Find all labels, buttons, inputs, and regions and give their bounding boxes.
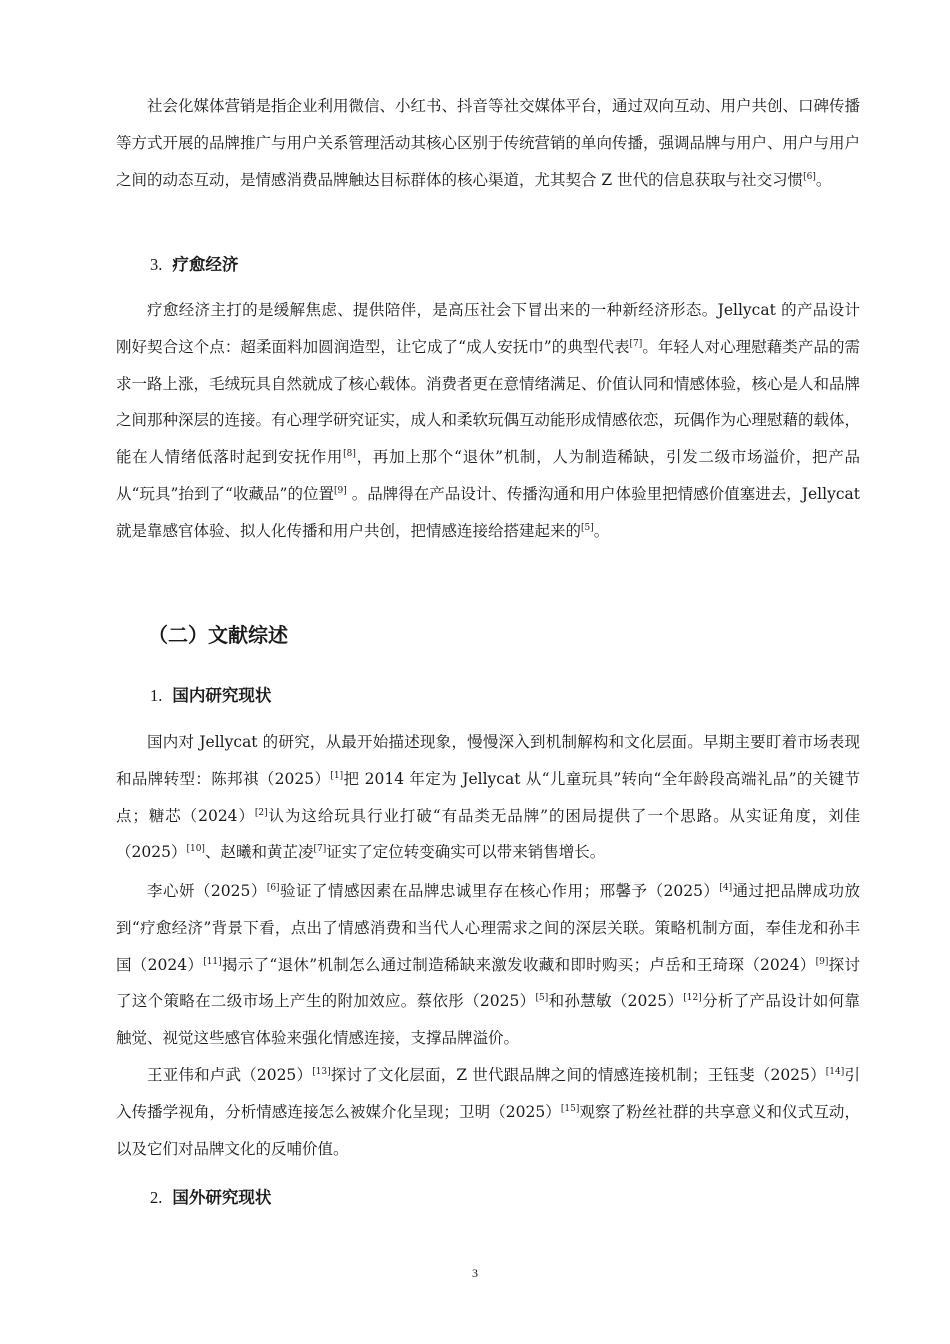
paragraph-domestic-3	[116, 1057, 860, 1167]
citation-ref: [5]	[581, 522, 594, 533]
citation-ref: [1]	[330, 770, 344, 781]
citation-ref: [5]	[535, 993, 549, 1004]
citation-ref: [6]	[803, 171, 816, 182]
text-run: 引入传播学视角，分析情感连接怎么被媒介化呈现；卫明（2025）	[116, 1066, 860, 1121]
page-number: 3	[472, 1266, 478, 1280]
text-run: 、赵曦和黄芷凌	[204, 843, 314, 862]
paragraph-healing-economy	[116, 292, 860, 550]
citation-ref: [4]	[719, 883, 733, 893]
text-run: ，再加上那个“退休”机制，人为制造稀缺，引发二级市场溢价，把产品从“玩具”抬到了“收藏品”的位置	[116, 448, 860, 503]
text-run: 观察了粉丝社群的共享意义和仪式互动，以及它们对品牌文化的反哺价值。	[116, 1102, 860, 1158]
text-run: 认为这给玩具行业打破“有品类无品牌”的困局提供了一个思路。从实证角度，刘佳（2025）	[116, 806, 860, 862]
citation-ref: [12]	[683, 993, 702, 1004]
paragraph-social-media	[116, 88, 860, 198]
citation-ref: [8]	[343, 449, 356, 460]
citation-ref: [14]	[825, 1067, 845, 1077]
citation-ref: [6]	[266, 883, 280, 893]
citation-ref: [7]	[629, 338, 643, 349]
text-run: 把 2014 年定为 Jellycat 从“儿童玩具”转向“全年龄段高端礼品”的关键节点；糖芯（2024）	[116, 769, 860, 825]
paragraph-domestic-1	[116, 724, 860, 871]
text-run: 。年轻人对心理慰藉类产品的需求一路上涨，毛绒玩具自然就成了核心载体。消费者更在意情绪满足、价值认同和情感体验，核心是人和品牌之间那种深层的连接。有心理学研究证实，成人和柔软玩偶互动能形成情感依恋，玩偶作为心理慰藉的载体，能在人情绪低落时起到安抚作用	[116, 337, 861, 467]
heading-domestic-research	[150, 685, 271, 707]
text-run: 。	[815, 170, 832, 189]
citation-ref: [9]	[334, 485, 347, 496]
text-run: 。	[593, 521, 610, 540]
citation-ref: [7]	[313, 844, 327, 855]
text-run: 社会化媒体营销是指企业利用微信、小红书、抖音等社交媒体平台，通过双向互动、用户共创、口碑传播等方式开展的品牌推广与用户关系管理活动其核心区别于传统营销的单向传播，强调品牌与用户、用户与用户之间的动态互动，是情感消费品牌触达目标群体的核心渠道，尤其契合 Z 世代的信息获取与社交习惯	[116, 97, 861, 189]
citation-ref: [10]	[186, 844, 205, 855]
heading-foreign-research	[150, 1187, 271, 1209]
text-run: 和孙慧敏（2025）	[548, 992, 684, 1011]
citation-ref: [13]	[312, 1067, 331, 1077]
heading-literature-review	[148, 622, 288, 648]
text-run: 通过把品牌成功放到“疗愈经济”背景下看，点出了情感消费和当代人心理需求之间的深层关联。策略机制方面，奉佳龙和孙丰国（2024）	[116, 882, 860, 974]
text-run: 李心妍（2025）	[147, 882, 267, 900]
text-run: 验证了情感因素在品牌忠诚里存在核心作用；邢馨予（2025）	[279, 882, 720, 900]
text-run: 揭示了“退休”机制怎么通过制造稀缺来激发收藏和即时购买；卢岳和王琦琛（2024）	[221, 955, 816, 974]
text-run: 国内对 Jellycat 的研究，从最开始描述现象，慢慢深入到机制解构和文化层面。早期主要盯着市场表现和品牌转型：陈邦祺（2025）	[116, 733, 860, 788]
paragraph-domestic-2	[116, 873, 860, 1057]
heading-text: 疗愈经济	[172, 255, 239, 274]
citation-ref: [2]	[254, 807, 268, 818]
text-run: 。品牌得在产品设计、传播沟通和用户体验里把情感价值塞进去，Jellycat 就是靠感官体验、拟人化传播和用户共创，把情感连接给搭建起来的	[116, 484, 860, 540]
citation-ref: [9]	[815, 956, 829, 967]
text-run: 王亚伟和卢武（2025）	[147, 1066, 313, 1084]
heading-healing-economy	[150, 254, 238, 276]
citation-ref: [15]	[560, 1103, 580, 1114]
text-run: 分析了产品设计如何靠触觉、视觉这些感官体验来强化情感连接，支撑品牌溢价。	[116, 992, 860, 1048]
heading-text: 国内研究现状	[172, 686, 272, 705]
heading-text: （二）文献综述	[148, 623, 288, 647]
heading-number: 2.	[150, 1188, 163, 1207]
heading-text: 国外研究现状	[172, 1188, 272, 1207]
heading-number: 1.	[150, 686, 163, 705]
text-run: 探讨了这个策略在二级市场上产生的附加效应。蔡依彤（2025）	[116, 955, 860, 1011]
citation-ref: [11]	[203, 956, 222, 967]
text-run: 证实了定位转变确实可以带来销售增长。	[326, 843, 606, 862]
text-run: 疗愈经济主打的是缓解焦虑、提供陪伴，是高压社会下冒出来的一种新经济形态。Jellycat 的产品设计刚好契合这个点：超柔面料加圆润造型，让它成了“成人安抚巾”的典型代表	[116, 301, 860, 356]
text-run: 探讨了文化层面，Z 世代跟品牌之间的情感连接机制；王钰斐（2025）	[330, 1066, 826, 1084]
heading-number: 3.	[150, 255, 163, 274]
